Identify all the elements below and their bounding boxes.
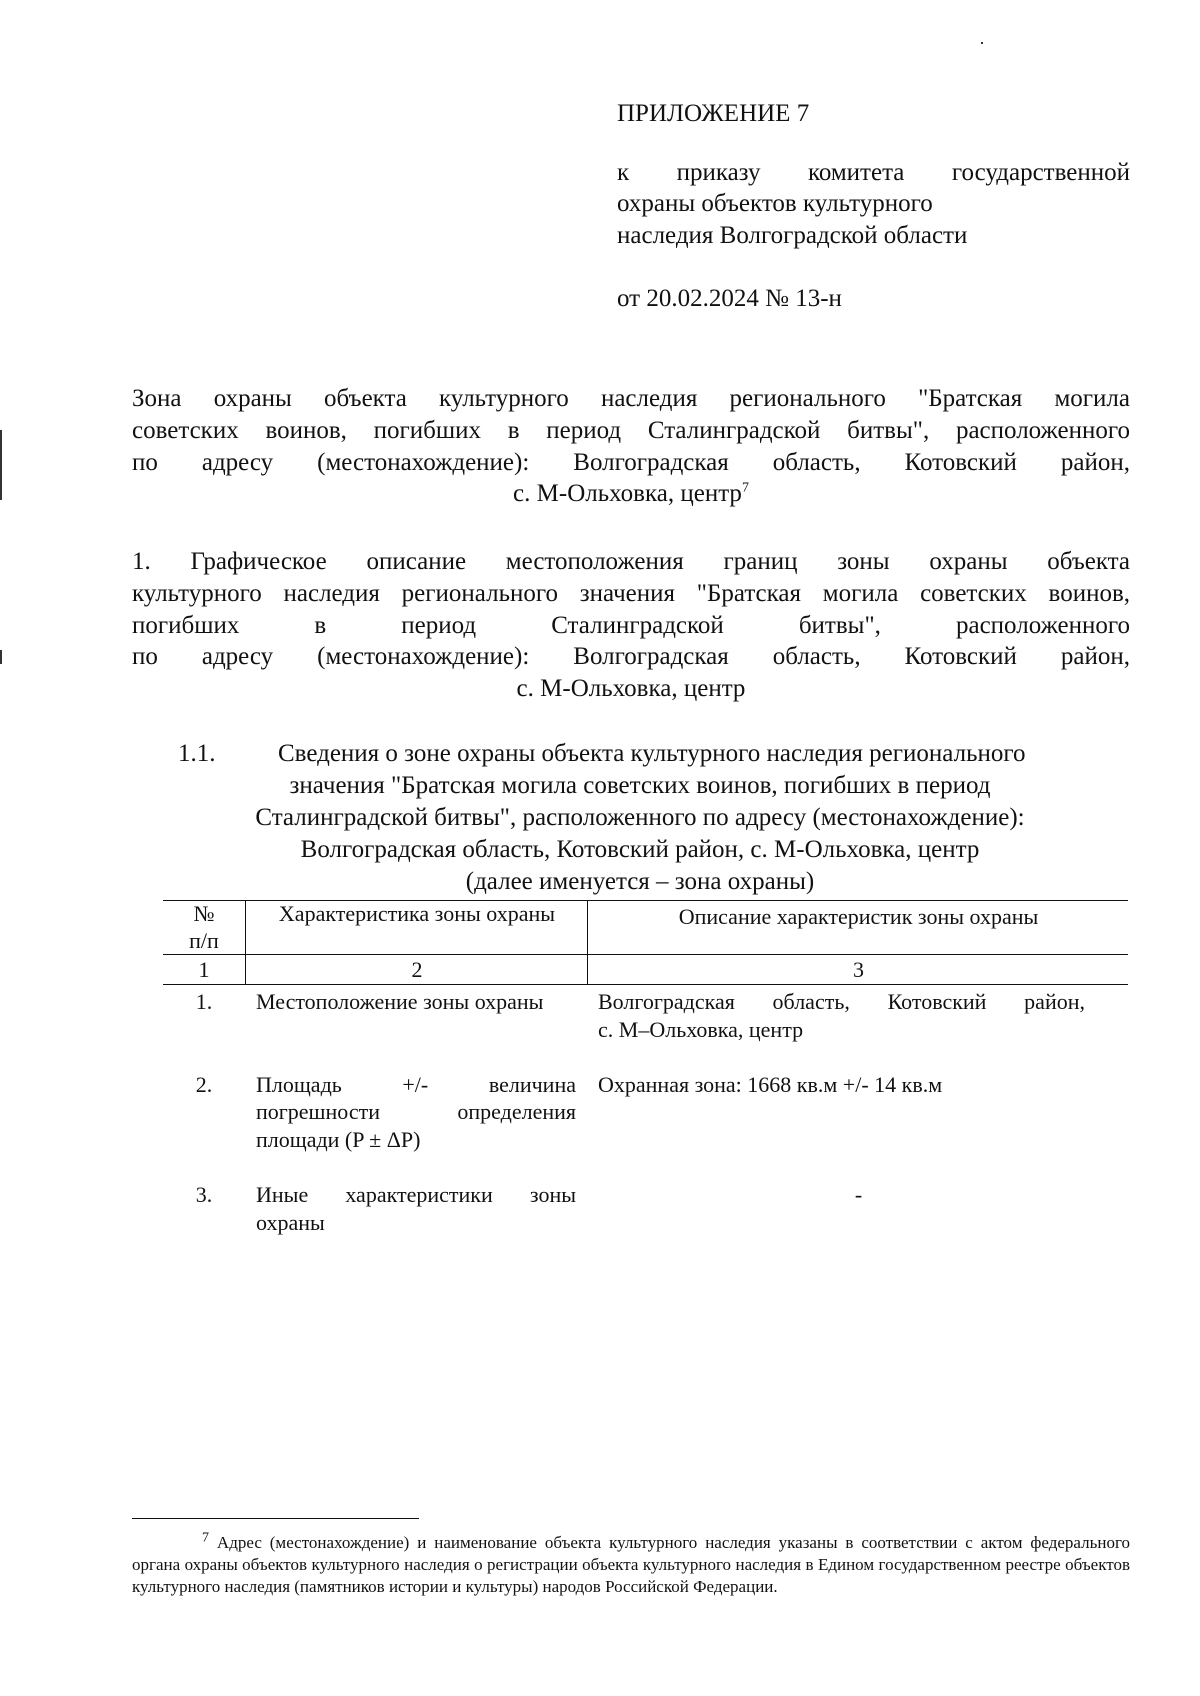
row-1-characteristic: Местоположение зоны охраны [256, 989, 544, 1014]
row-2-description: Охранная зона: 1668 кв.м +/- 14 кв.м [598, 1072, 943, 1097]
footnote-reference: 7 [741, 480, 749, 496]
row-3-characteristic-line-2: охраны [256, 1210, 325, 1235]
col-number-3: 3 [853, 957, 864, 982]
row-2-characteristic-line-1: Площадь +/- величина [256, 1072, 576, 1097]
row-3-description: - [854, 1182, 863, 1207]
section-1-1-line-2: значения "Братская могила советских воинов, погибших в период [289, 772, 991, 799]
row-3-characteristic-line-1: Иные характеристики зоны [256, 1182, 576, 1207]
appendix-title: ПРИЛОЖЕНИЕ 7 [617, 100, 810, 127]
section-1-line-1: 1. Графическое описание местоположения границ зоны охраны объекта [132, 548, 1130, 575]
title-line-4 [132, 478, 1130, 509]
section-1-1-number: 1.1. [178, 740, 216, 767]
section-1-line-2: культурного наследия регионального значения "Братская могила советских воинов, [132, 580, 1130, 607]
order-line-2: охраны объектов культурного [617, 190, 933, 217]
row-2-characteristic-line-3: площади (P ± ΔP) [256, 1127, 421, 1152]
row-3-number: 3. [195, 1182, 213, 1207]
section-1-1-line-4: Волгоградская область, Котовский район, с. М-Ольховка, центр [300, 836, 980, 863]
section-1-1-line-3: Сталинградской битвы", расположенного по адресу (местонахождение): [255, 804, 1025, 831]
section-1-1-line-5: (далее именуется – зона охраны) [465, 868, 815, 895]
row-1-description-line-2: с. М–Ольховка, центр [598, 1017, 804, 1042]
table-divider-1 [245, 900, 246, 984]
section-1-line-4: по адресу (местонахождение): Волгоградская область, Котовский район, [132, 643, 1130, 670]
footnote-separator [132, 1518, 419, 1519]
order-line-3: наследия Волгоградской области [617, 222, 968, 249]
footnote-text: Адрес (местонахождение) и наименование объекта культурного наследия указаны в соответствии с актом федерального органа охраны объектов культурного наследия о регистрации объекта культурного наследия в Едином государственном реестре объектов культурного наследия (памятников истории и культуры) народов Российской Федерации. [132, 1533, 1130, 1596]
section-1-line-5: с. М-Ольховка, центр [516, 675, 746, 702]
title-line-2: советских воинов, погибших в период Сталинградской битвы", расположенного [132, 417, 1130, 444]
row-1-description-line-1: Волгоградская область, Котовский район, [598, 989, 1085, 1014]
order-line-1: к приказу комитета государственной [617, 159, 1130, 186]
table-numbers-bottom-border [163, 984, 1128, 985]
row-2-characteristic-line-2: погрешности определения [256, 1099, 576, 1124]
table-divider-2 [587, 900, 588, 984]
footnote-mark: 7 [202, 1530, 209, 1546]
col-number-2: 2 [411, 957, 423, 982]
row-2-number: 2. [195, 1072, 213, 1097]
header-number-line-2: п/п [189, 928, 219, 953]
scan-dot [981, 42, 983, 44]
header-description: Описание характеристик зоны охраны [678, 904, 1039, 929]
header-number-line-1: № [193, 901, 215, 926]
col-number-1: 1 [198, 957, 210, 982]
header-characteristic: Характеристика зоны охраны [278, 901, 556, 926]
footnote [132, 1532, 1130, 1598]
row-1-number: 1. [195, 989, 213, 1014]
header-number [163, 900, 245, 954]
title-line-1: Зона охраны объекта культурного наследия регионального "Братская могила [132, 385, 1130, 412]
scan-edge-mark-2 [0, 650, 2, 664]
scan-edge-mark-1 [0, 430, 2, 500]
table-header-bottom-border [163, 954, 1128, 955]
title-line-4-text: с. М-Ольховка, центр [513, 480, 742, 507]
order-date: от 20.02.2024 № 13-н [617, 285, 842, 312]
section-1-line-3: погибших в период Сталинградской битвы", расположенного [132, 612, 1130, 639]
title-line-3: по адресу (местонахождение): Волгоградская область, Котовский район, [132, 449, 1130, 476]
section-1-1-line-1: Сведения о зоне охраны объекта культурного наследия регионального [278, 740, 1026, 767]
